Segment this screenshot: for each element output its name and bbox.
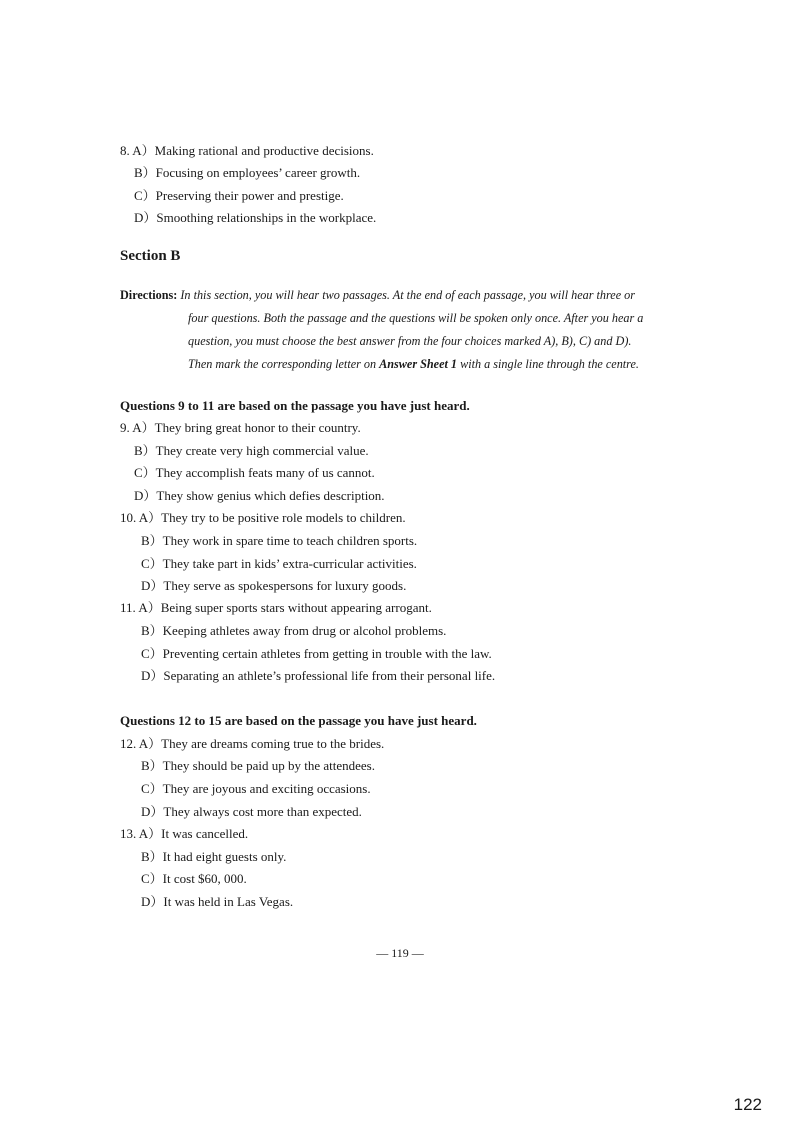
directions-block — [120, 284, 680, 376]
question-13 — [120, 826, 248, 842]
option-a: A）They bring great honor to their country. — [132, 420, 361, 435]
directions-colon: : — [173, 288, 178, 302]
question-12 — [120, 736, 384, 752]
question-9 — [120, 420, 361, 436]
option-d: D）Separating an athlete’s professional life from their personal life. — [141, 668, 496, 683]
page-number: 122 — [733, 1095, 762, 1114]
directions-line-2: four questions. Both the passage and the questions will be spoken only once. After you hear a — [188, 311, 644, 325]
option-a: A）It was cancelled. — [138, 826, 249, 841]
question-number: 10. — [120, 510, 137, 525]
option-d: D）Smoothing relationships in the workplace. — [134, 210, 377, 225]
option-d: D）It was held in Las Vegas. — [141, 894, 294, 909]
option-b: B）Focusing on employees’ career growth. — [134, 165, 361, 180]
option-c: C）Preventing certain athletes from getting in trouble with the law. — [141, 646, 492, 661]
option-b: B）They create very high commercial value. — [134, 443, 369, 458]
group-heading-9-11: Questions 9 to 11 are based on the passage you have just heard. — [120, 398, 470, 413]
directions-label: Directions — [120, 288, 174, 302]
group-heading-12-15: Questions 12 to 15 are based on the passage you have just heard. — [120, 713, 477, 728]
answer-sheet-label: Answer Sheet 1 — [379, 357, 458, 371]
option-c: C）They are joyous and exciting occasions. — [141, 781, 371, 796]
option-a: A）They are dreams coming true to the brides. — [138, 736, 385, 751]
option-b: B）They work in spare time to teach children sports. — [141, 533, 418, 548]
question-10 — [120, 510, 406, 526]
option-c: C）Preserving their power and prestige. — [134, 188, 344, 203]
option-c: C）They accomplish feats many of us cannot. — [134, 465, 375, 480]
directions-line-4-end: with a single line through the centre. — [457, 357, 639, 371]
directions-line-1 — [120, 284, 680, 307]
option-d: D）They always cost more than expected. — [141, 804, 362, 819]
question-number: 12. — [120, 736, 137, 751]
directions-text-1: In this section, you will hear two passages. At the end of each passage, you will hear three or — [180, 288, 635, 302]
question-11 — [120, 600, 432, 616]
option-c: C）It cost $60, 000. — [141, 871, 247, 886]
option-b: B）Keeping athletes away from drug or alcohol problems. — [141, 623, 447, 638]
option-d: D）They serve as spokespersons for luxury goods. — [141, 578, 407, 593]
option-c: C）They take part in kids’ extra-curricular activities. — [141, 556, 417, 571]
option-b: B）They should be paid up by the attendees. — [141, 758, 375, 773]
question-8 — [120, 143, 374, 159]
page-footer: — 119 — — [376, 946, 424, 960]
question-number: 8. — [120, 143, 130, 158]
option-b: B）It had eight guests only. — [141, 849, 287, 864]
option-a: A）Making rational and productive decisions. — [132, 143, 374, 158]
directions-line-3: question, you must choose the best answer from the four choices marked A), B), C) and D). — [188, 334, 632, 348]
section-title: Section B — [120, 248, 181, 264]
question-number: 13. — [120, 826, 137, 841]
question-number: 9. — [120, 420, 130, 435]
directions-line-4 — [120, 353, 680, 376]
question-number: 11. — [120, 600, 136, 615]
option-a: A）Being super sports stars without appearing arrogant. — [138, 600, 432, 615]
directions-line-4-start: Then mark the corresponding letter on — [188, 357, 380, 371]
option-d: D）They show genius which defies description. — [134, 488, 385, 503]
option-a: A）They try to be positive role models to children. — [138, 510, 406, 525]
